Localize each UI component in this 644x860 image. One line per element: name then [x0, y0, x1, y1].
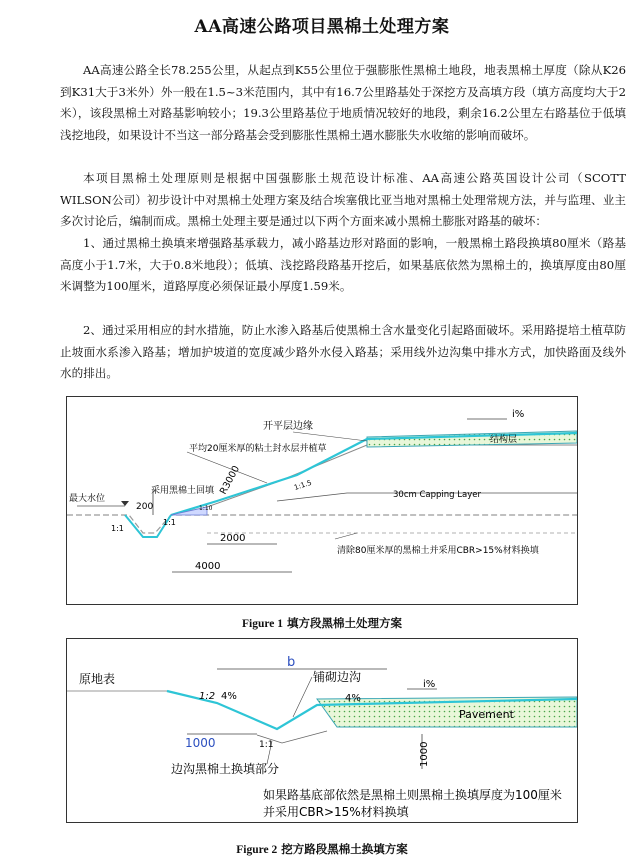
paragraph-overview: AA高速公路全长78.255公里，从起点到K55公里位于强膨胀性黑棉土地段，地表黑棉土厚度（除从K26到K31大于3米外）外一般在1.5~3米范围内，其中有16.7公里路基处于深挖方及高填方段（填方高度均大于2米），该段黑棉土对路基影响较小；19.3公里路基位于地质情况较好的地段，剩余16.2公里左右路基位于低填浅挖地段，如果设计不当这一部分路基会受到膨胀性黑棉土遇水膨胀失水收缩的影响而破坏。: [60, 63, 626, 142]
fig1-leader-top: [293, 432, 367, 441]
fig1-label-max-water: 最大水位: [69, 494, 106, 504]
fig1-label-slope: 1:1.5: [293, 478, 313, 492]
fig2-label-pct4-b: 4%: [345, 693, 361, 704]
fig2-label-b: b: [287, 655, 296, 670]
fig1-label-remove-note: 清除80厘米厚的黑棉土并采用CBR>15%材料换填: [337, 546, 539, 556]
fig2-label-slope-12: 1:2: [199, 691, 216, 702]
figure-1-caption-label: Figure 1: [241, 618, 283, 630]
fig1-label-4000: 4000: [195, 561, 221, 572]
page-title: AA高速公路项目黑棉土处理方案: [194, 17, 450, 37]
paragraph-measure-2: 2、通过采用相应的封水措施，防止水渗入路基后使黑棉土含水量变化引起路面破坏。采用路提培土植草防止坡面水系渗入路基；增加护坡道的宽度减少路外水侵入路基；采用线外边沟集中排水方式，加快路面及线外水的排出。: [60, 323, 626, 381]
fig1-label-capping: 30cm Capping Layer: [393, 490, 481, 500]
figure-1-caption-text: 填方段黑棉土处理方案: [287, 616, 402, 630]
figure-1-drawing: [67, 397, 577, 604]
fig2-label-ditch: 铺砌边沟: [313, 670, 362, 684]
fig2-label-pct: i%: [423, 679, 436, 690]
fig1-label-ratio-b: 1:1: [163, 518, 176, 527]
fig1-water-triangle: [121, 501, 129, 506]
fig1-label-200: 200: [136, 502, 154, 512]
fig2-label-1000v: 1000: [419, 741, 430, 767]
fig2-leader-ditch: [293, 677, 312, 717]
fig1-label-2000: 2000: [220, 533, 246, 544]
fig1-label-backfill: 采用黑棉土回填: [151, 486, 215, 496]
fig1-label-clay-cap: 平均20厘米厚的粘土封水层并植草: [189, 444, 327, 454]
figure-1-fill-section: [66, 396, 578, 605]
figure-2-drawing: [67, 639, 577, 822]
fig2-note-line1: 如果路基底部依然是黑棉土则黑棉土换填厚度为100厘米: [263, 788, 562, 802]
fig2-label-1000h: 1000: [185, 736, 216, 750]
paragraph-principle: 本项目黑棉土处理原则是根据中国强膨胀土规范设计标准、AA高速公路英国设计公司（SCOTT WILSON公司）初步设计中对黑棉土处理方案及结合埃塞俄比亚当地对黑棉土处理常规方法，并与监理、业主多次讨论后，编制而成。黑棉土处理主要是通过以下两个方面来减小黑棉土膨胀对路基的破坏：: [60, 171, 626, 229]
paragraph-measure-1: 1、通过黑棉土换填来增强路基承载力，减小路基边形对路面的影响，一般黑棉土路段换填80厘米（路基高度小于1.7米，大于0.8米地段）；低填、浅挖路段路基开挖后，如果基底依然为黑棉土的，换填厚度由80厘米调整为100厘米，道路厚度必须保证最小厚度1.59米。: [60, 236, 626, 294]
fig2-label-pavement: Pavement: [459, 708, 514, 721]
figure-2-caption-label: Figure 2: [236, 844, 278, 856]
fig1-leader-remove: [335, 533, 357, 539]
fig2-note-line2: 并采用CBR>15%材料换填: [263, 805, 409, 819]
fig1-label-ratio-a: 1:1: [111, 524, 124, 533]
figure-1-caption: [0, 615, 644, 631]
fig1-ground-line: [67, 515, 577, 533]
fig2-label-ground: 原地表: [79, 672, 116, 686]
fig1-label-ratio-110: 1:10: [199, 505, 213, 512]
fig2-label-pct4-a: 4%: [221, 691, 237, 702]
figure-2-caption: [0, 841, 644, 857]
figure-2-cut-section: [66, 638, 578, 823]
fig1-label-pct: i%: [512, 409, 525, 420]
fig1-label-structure: 结构层: [490, 435, 518, 445]
fig1-label-radius: R3000: [217, 464, 243, 497]
fig1-label-top-layer: 开平层边缘: [263, 421, 313, 432]
fig2-label-ditch-fill: 边沟黑棉土换填部分: [171, 762, 280, 776]
fig2-label-ratio-11: 1:1: [259, 740, 274, 750]
figure-2-caption-text: 挖方路段黑棉土换填方案: [281, 842, 408, 856]
